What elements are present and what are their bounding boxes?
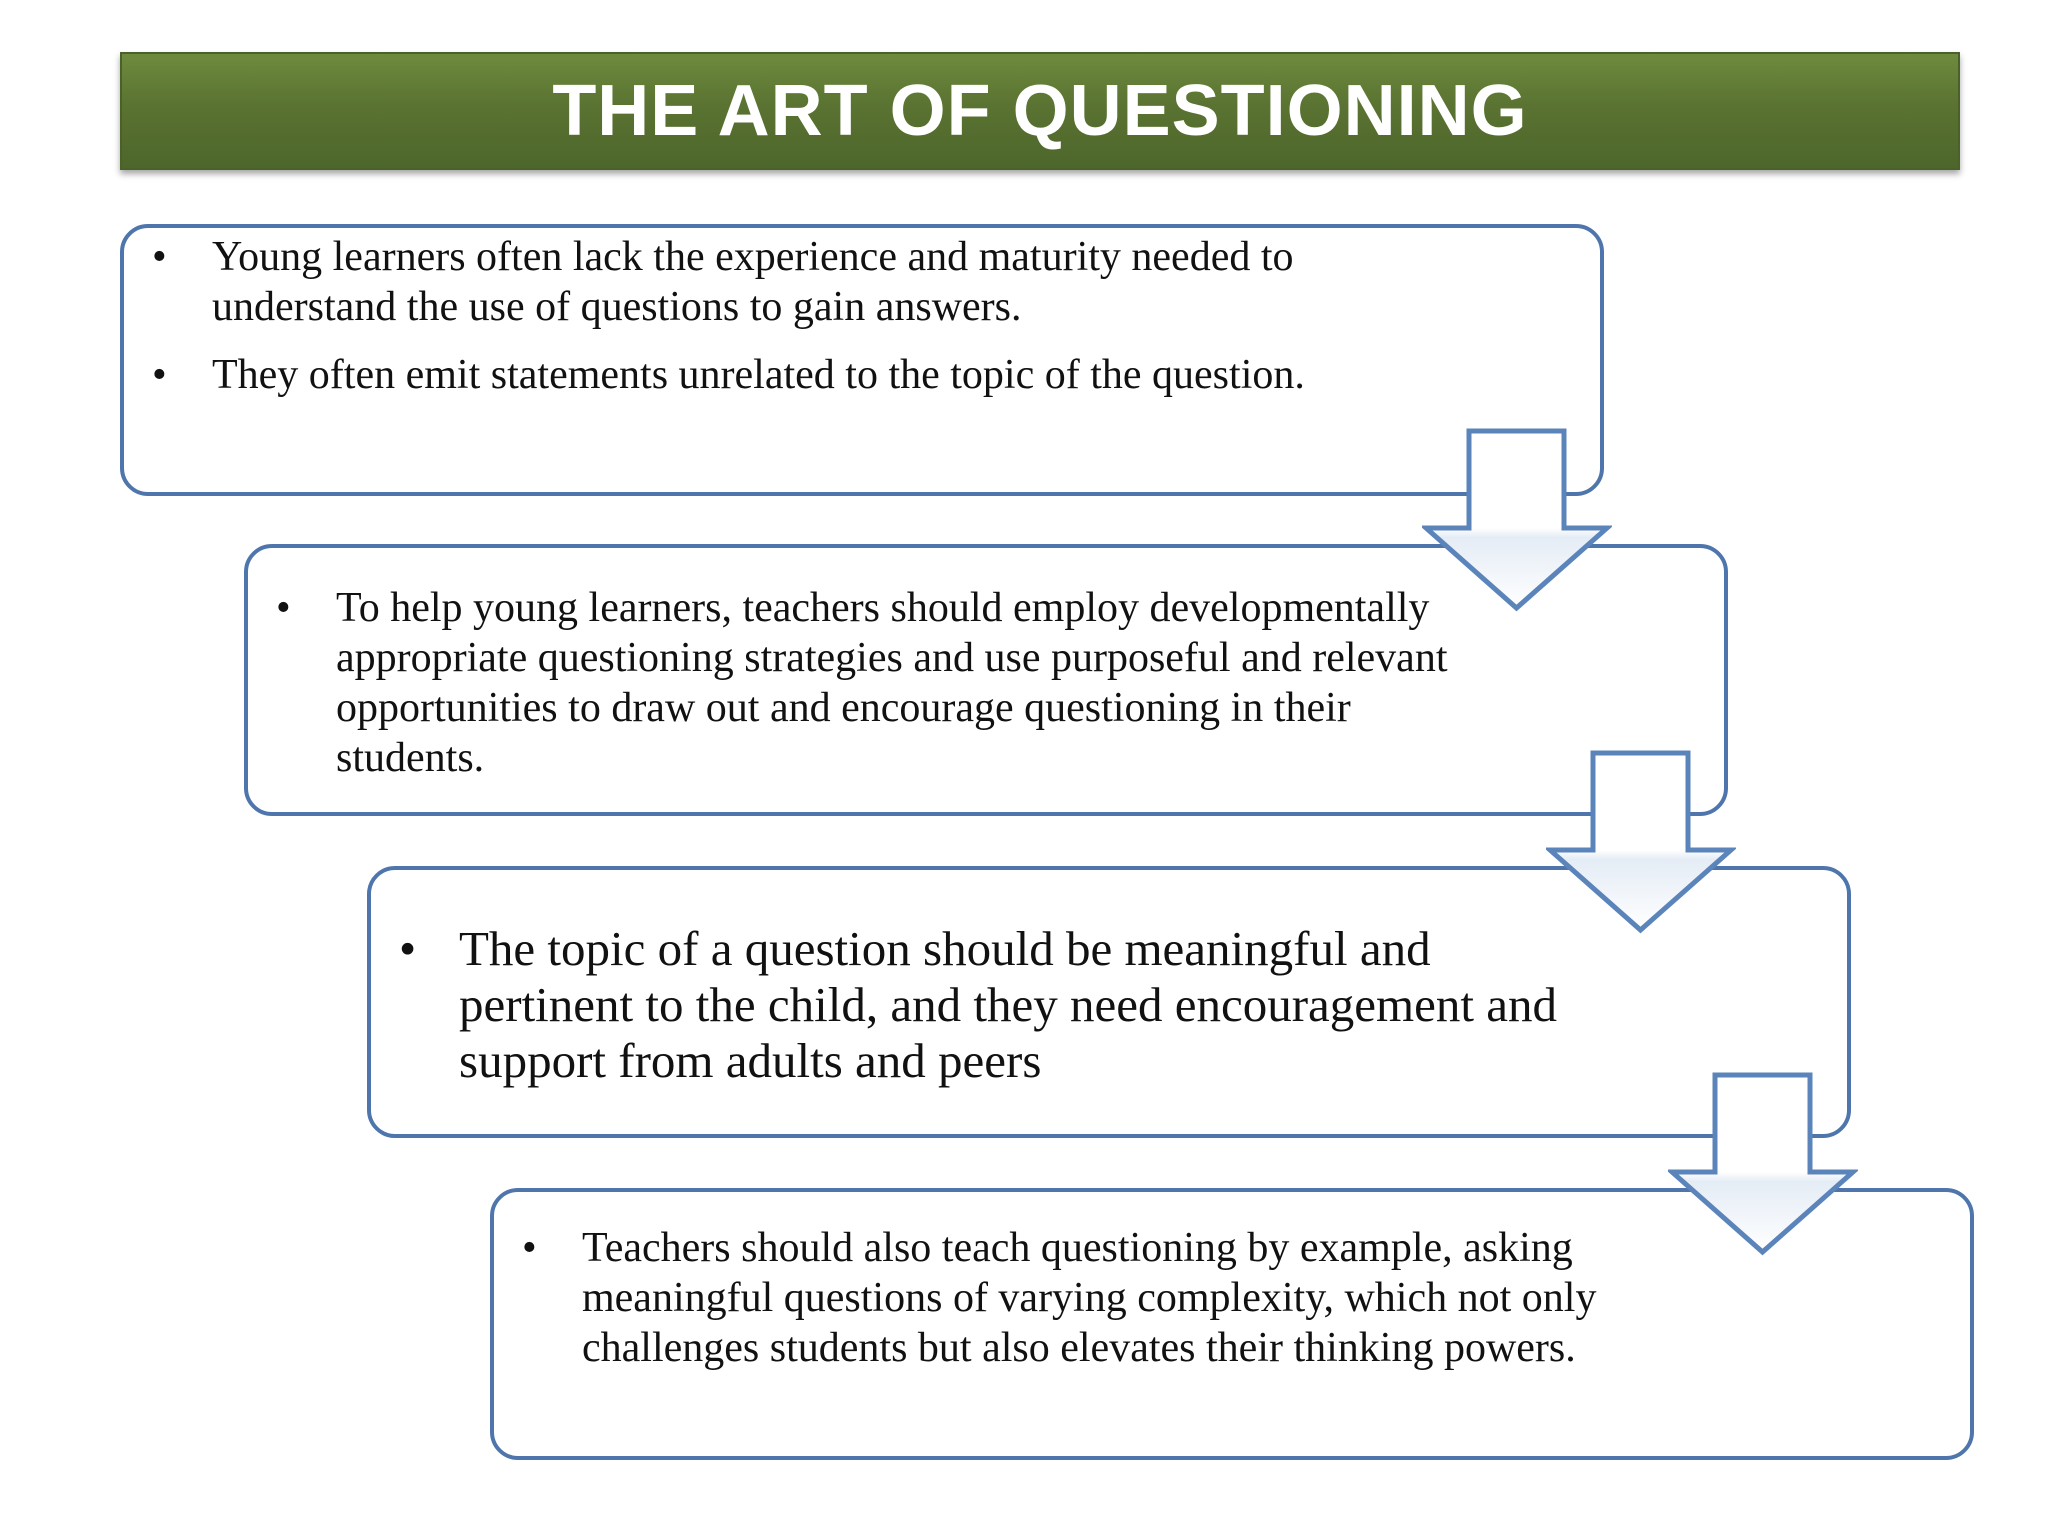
bullet-list — [276, 583, 1486, 783]
bullet-item — [152, 350, 1332, 400]
bullet-item — [522, 1223, 1732, 1373]
bullet-text: They often emit statements unrelated to the topic of the question. — [212, 352, 1305, 398]
bullet-text: To help young learners, teachers should employ developmentally appropriate questioning strategies and use purposeful and relevant opportunities to draw out and encourage questioning in their students. — [336, 585, 1448, 781]
bullet-text: Teachers should also teach questioning by example, asking meaningful questions of varying complexity, which not only challenges students but also elevates their thinking powers. — [582, 1225, 1597, 1371]
bullet-item — [152, 232, 1332, 332]
title-banner — [120, 52, 1960, 170]
bullet-icon: • — [399, 921, 417, 976]
step-box-1 — [120, 224, 1604, 496]
bullet-list — [522, 1223, 1732, 1373]
bullet-icon: • — [152, 234, 167, 280]
bullet-icon: • — [152, 352, 167, 398]
bullet-text: The topic of a question should be meaningful and pertinent to the child, and they need encouragement and support from adults and peers — [459, 921, 1558, 1088]
bullet-item — [276, 583, 1486, 783]
bullet-text: Young learners often lack the experience and maturity needed to understand the use of questions to gain answers. — [212, 234, 1294, 330]
bullet-list — [152, 232, 1332, 400]
bullet-item — [399, 921, 1609, 1089]
bullet-icon: • — [522, 1225, 537, 1271]
bullet-list — [399, 921, 1609, 1089]
down-arrow-icon — [1546, 750, 1736, 936]
down-arrow-icon — [1422, 428, 1612, 614]
down-arrow-icon — [1668, 1072, 1858, 1258]
page-title: THE ART OF QUESTIONING — [552, 71, 1528, 151]
bullet-icon: • — [276, 585, 291, 631]
